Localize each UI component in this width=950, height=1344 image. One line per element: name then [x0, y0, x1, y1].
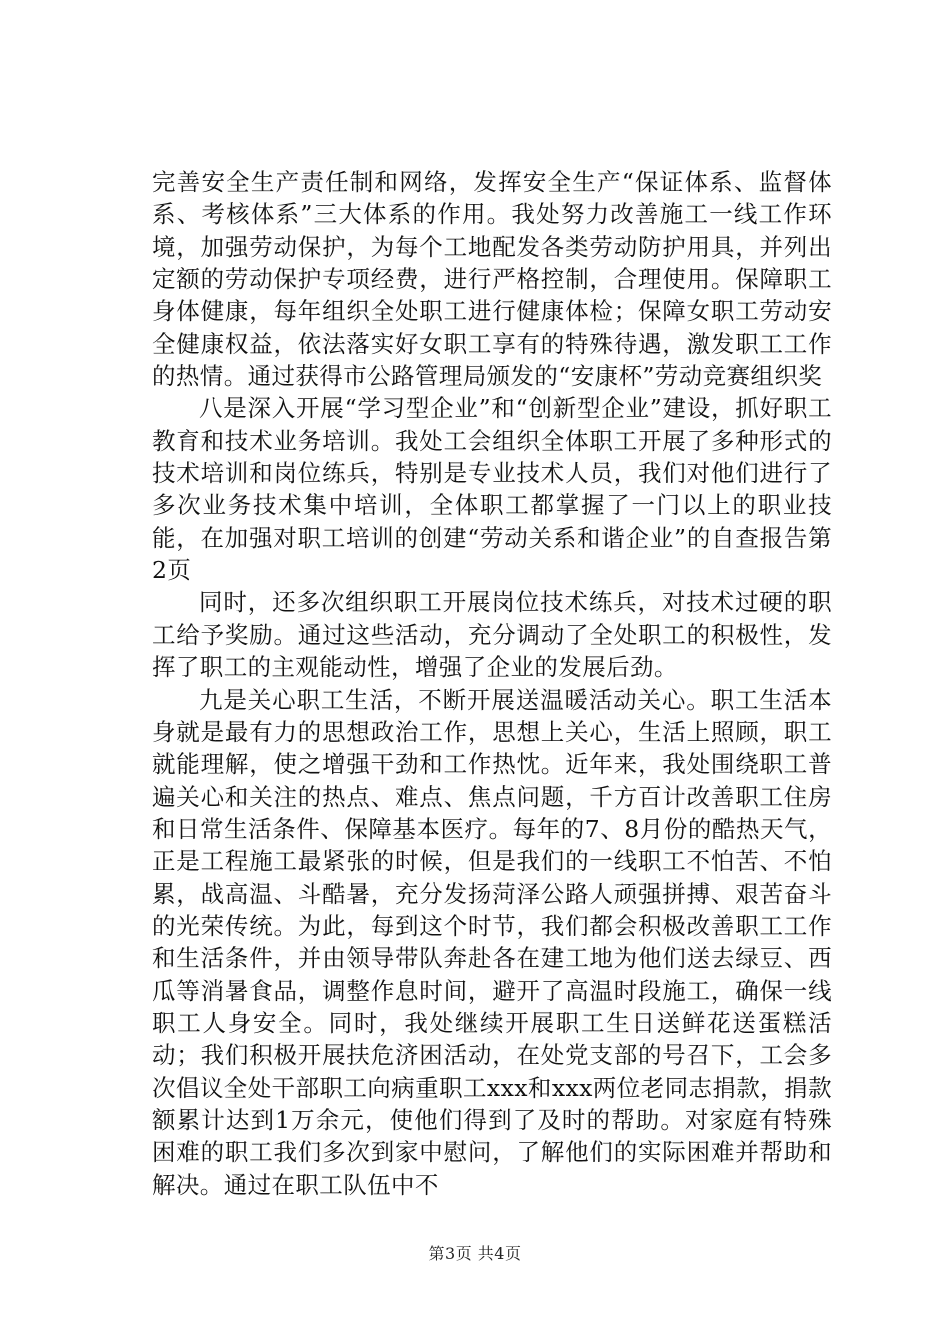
page-footer: 第3页 共4页 [428, 1244, 522, 1263]
paragraph-welfare: 九是关心职工生活，不断开展送温暖活动关心。职工生活本身就是最有力的思想政治工作，思想上关心，生活上照顾，职工就能理解，使之增强干劲和工作热忱。近年来，我处围绕职工普遍关心和关注的热点、难点、焦点问题，千方百计改善职工住房和日常生活条件、保障基本医疗。每年的7、8月份的酷热天气，正是工程施工最紧张的时候，但是我们的一线职工不怕苦、不怕累，战高温、斗酷暑，充分发扬菏泽公路人顽强拼搏、艰苦奋斗的光荣传统。为此，每到这个时节，我们都会积极改善职工工作和生活条件，并由领导带队奔赴各在建工地为他们送去绿豆、西瓜等消暑食品，调整作息时间，避开了高温时段施工，确保一线职工人身安全。同时，我处继续开展职工生日送鲜花送蛋糕活动；我们积极开展扶危济困活动，在处党支部的号召下，工会多次倡议全处干部职工向病重职工xxx和xxx两位老同志捐款，捐款额累计达到1万余元，使他们得到了及时的帮助。对家庭有特殊困难的职工我们多次到家中慰问，了解他们的实际困难并帮助和解决。通过在职工队伍中不 [152, 685, 832, 1199]
paragraph-learning: 八是深入开展“学习型企业”和“创新型企业”建设，抓好职工教育和技术业务培训。我处工会组织全体职工开展了多种形式的技术培训和岗位练兵，特别是专业技术人员，我们对他们进行了多次业务技术集中培训，全体职工都掌握了一门以上的职业技能，在加强对职工培训的创建“劳动关系和谐企业”的自查报告第2页 [152, 394, 832, 585]
paragraph-skills: 同时，还多次组织职工开展岗位技术练兵，对技术过硬的职工给予奖励。通过这些活动，充分调动了全处职工的积极性，发挥了职工的主观能动性，增强了企业的发展后劲。 [152, 588, 832, 682]
paragraph-safety: 完善安全生产责任制和网络，发挥安全生产“保证体系、监督体系、考核体系”三大体系的作用。我处努力改善施工一线工作环境，加强劳动保护，为每个工地配发各类劳动防护用具，并列出定额的劳动保护专项经费，进行严格控制，合理使用。保障职工身体健康，每年组织全处职工进行健康体检；保障女职工劳动安全健康权益，依法落实好女职工享有的特殊待遇，激发职工工作的热情。通过获得市公路管理局颁发的“安康杯”劳动竞赛组织奖 [152, 168, 832, 391]
document-body [152, 166, 832, 1201]
